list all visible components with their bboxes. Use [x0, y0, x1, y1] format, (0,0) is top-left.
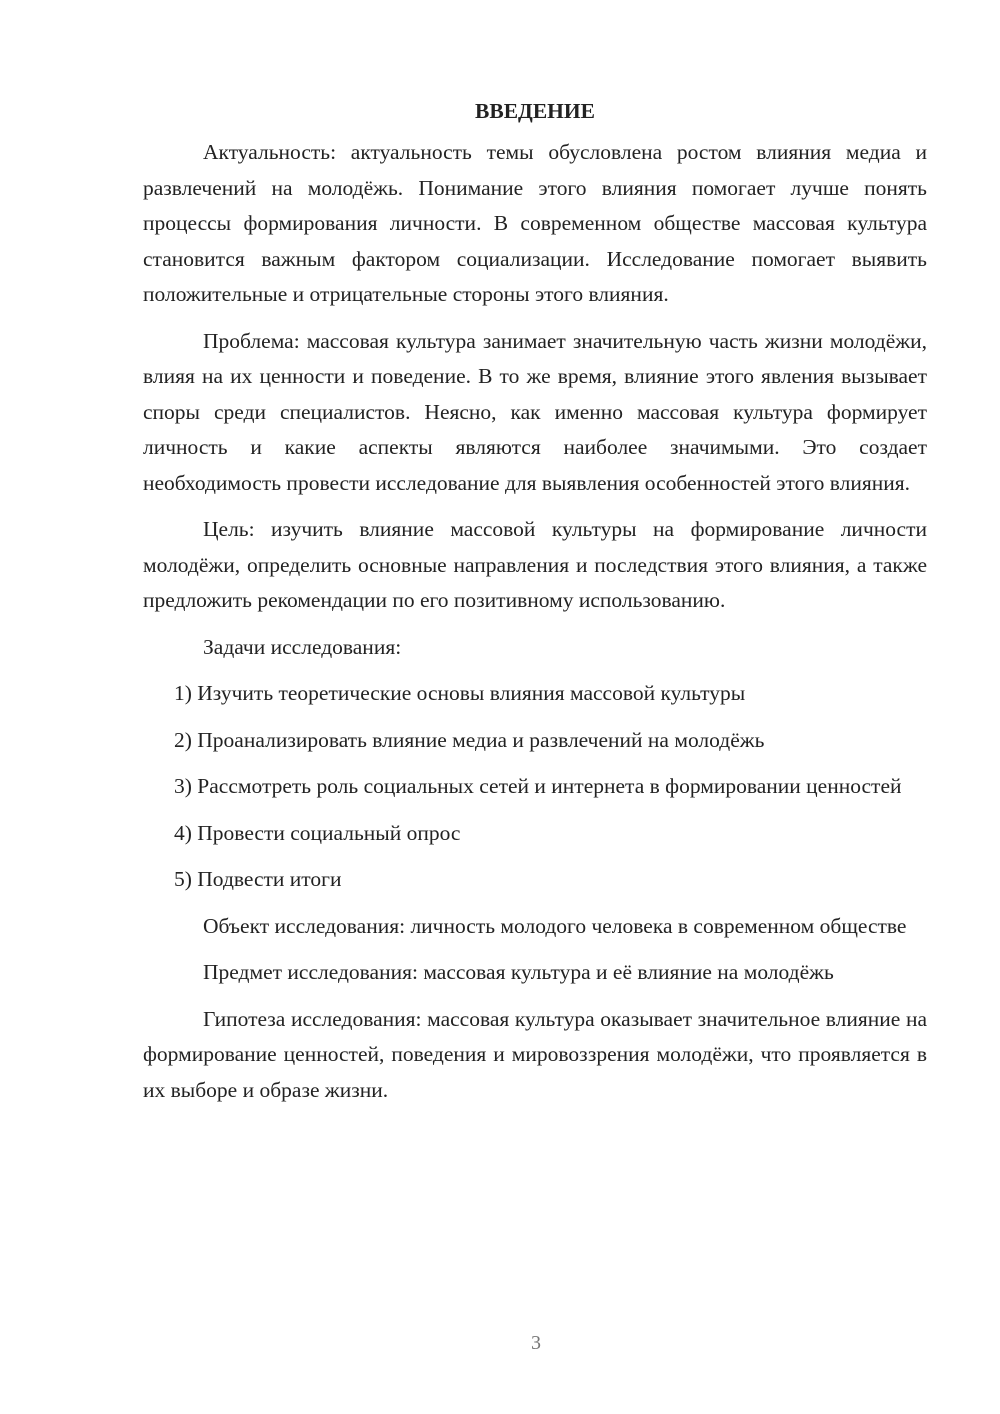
paragraph-subject: Предмет исследования: массовая культура и её влияние на молодёжь — [203, 960, 834, 984]
task-item-3: 3) Рассмотреть роль социальных сетей и интернета в формировании ценностей — [174, 774, 902, 798]
tasks-heading: Задачи исследования: — [203, 634, 402, 659]
task-item-1: 1) Изучить теоретические основы влияния массовой культуры — [174, 681, 746, 705]
paragraph-relevance: Актуальность: актуальность темы обусловлена ростом влияния медиа и развлечений на молодёжь. Понимание этого влияния помогает лучше понять процессы формирования личности. В современном обществе массовая культура становится важным фактором социализации. Исследование помогает выявить положительные и отрицательные стороны этого влияния. — [143, 140, 927, 306]
paragraph-goal: Цель: изучить влияние массовой культуры на формирование личности молодёжи, определить основные направления и последствия этого влияния, а также предложить рекомендации по его позитивному использованию. — [143, 517, 927, 612]
paragraph-problem: Проблема: массовая культура занимает значительную часть жизни молодёжи, влияя на их ценности и поведение. В то же время, влияние этого явления вызывает споры среди специалистов. Неясно, как именно массовая культура формирует личность и какие аспекты являются наиболее значимыми. Это создает необходимость провести исследование для выявления особенностей этого влияния. — [143, 328, 927, 495]
task-item-5: 5) Подвести итоги — [174, 867, 342, 891]
paragraph-object: Объект исследования: личность молодого человека в современном обществе — [203, 913, 907, 938]
task-item-2: 2) Проанализировать влияние медиа и развлечений на молодёжь — [174, 727, 765, 752]
section-title: ВВЕДЕНИЕ — [475, 99, 595, 123]
page-number: 3 — [531, 1332, 541, 1354]
task-item-4: 4) Провести социальный опрос — [174, 820, 461, 845]
page-content — [143, 96, 927, 1119]
paragraph-hypothesis: Гипотеза исследования: массовая культура оказывает значительное влияние на формирование ценностей, поведения и мировоззрения молодёжи, что проявляется в их выборе и образе жизни. — [143, 1006, 927, 1102]
